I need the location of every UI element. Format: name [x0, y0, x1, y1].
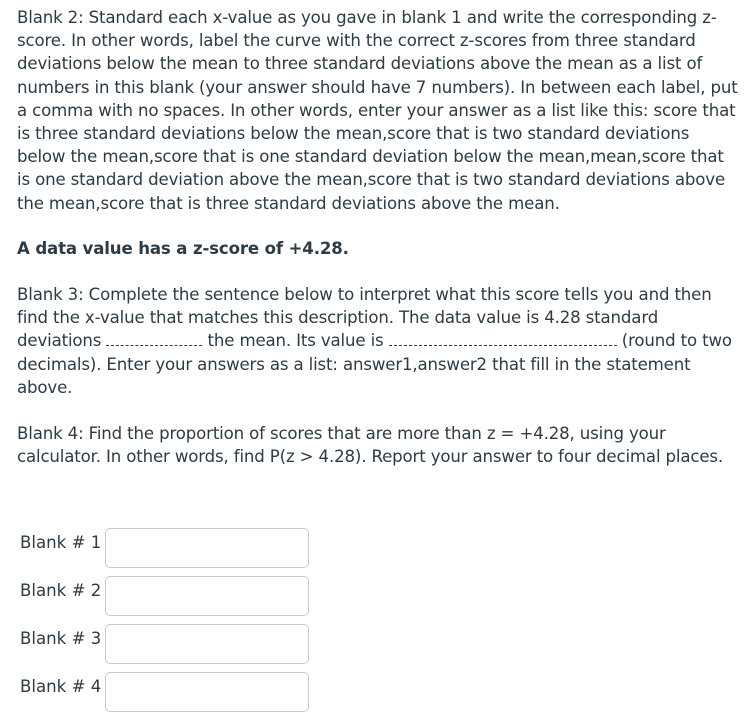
blank3-text-part1: Blank 3: Complete the sentence below to interpret what this score tells you and then find the x-value that matches this description. The data value is 4.28 standard deviations — [17, 285, 712, 351]
question-content — [17, 6, 741, 468]
answer-blanks — [20, 528, 320, 720]
blank-2-label: Blank # 2 — [20, 581, 102, 600]
blank-3-label: Blank # 3 — [20, 629, 102, 648]
answer-row-blank-2 — [20, 576, 320, 624]
blank-4-input[interactable] — [105, 672, 309, 712]
blank-4-label: Blank # 4 — [20, 677, 102, 696]
blank-1-input[interactable] — [105, 528, 309, 568]
blank3-instructions — [17, 283, 741, 399]
blank3-text-part2: the mean. Its value is — [202, 331, 389, 351]
blank3-text-part3: (round to two decimals). Enter your answers as a list: answer1,answer2 that fill in the statement above. — [17, 331, 732, 397]
blank2-instructions: Blank 2: Standard each x-value as you gave in blank 1 and write the corresponding z-score. In other words, label the curve with the correct z-scores from three standard deviations below the mean to three standard deviations above the mean as a list of numbers in this blank (your answer should have 7 numbers). In between each label, put a comma with no spaces. In other words, enter your answer as a list like this: score that is three standard deviations below the mean,score that is two standard deviations below the mean,score that is one standard deviation below the mean,mean,score that is one standard deviation above the mean,score that is two standard deviations above the mean,score that is three standard deviations above the mean. — [17, 8, 738, 213]
blank-1-label: Blank # 1 — [20, 533, 102, 552]
blank-2-input[interactable] — [105, 576, 309, 616]
fill-in-line-value — [389, 331, 617, 346]
blank-3-input[interactable] — [105, 624, 309, 664]
answer-row-blank-4 — [20, 672, 320, 720]
answer-row-blank-1 — [20, 528, 320, 576]
fill-in-line-direction — [106, 331, 202, 346]
data-value-statement: A data value has a z-score of +4.28. — [17, 238, 349, 258]
answer-row-blank-3 — [20, 624, 320, 672]
blank4-instructions: Blank 4: Find the proportion of scores that are more than z = +4.28, using your calculator. In other words, find P(z > 4.28). Report your answer to four decimal places. — [17, 424, 724, 467]
